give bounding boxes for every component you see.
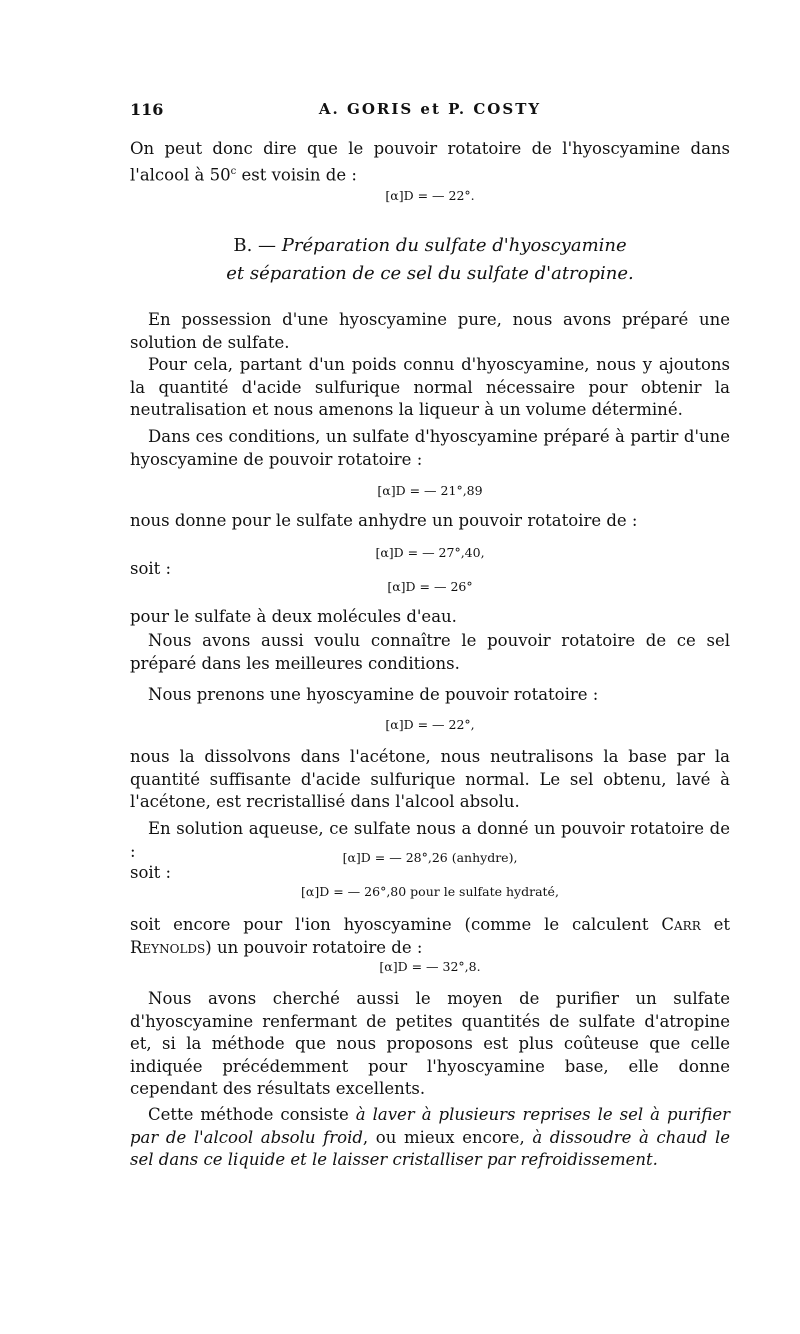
formula: [α]D = — 26°,80 pour le sulfate hydraté, [301, 884, 559, 899]
italic-text: à dissoudre à chaud le sel dans ce liquide et le laisser cristalliser par refroidissement. [130, 1127, 730, 1169]
paragraph: Pour cela, partant d'un poids connu d'hyoscyamine, nous y ajoutons la quantité d'acide sulfurique normal nécessaire pour obtenir la neutralisation et nous amenons la liqueur à un volume déterminé. [130, 355, 730, 419]
section-title-line: et séparation de ce sel du sulfate d'atropine. [226, 263, 634, 284]
paragraph: nous donne pour le sulfate anhydre un pouvoir rotatoire de : [130, 511, 638, 530]
paragraph: Nous avons aussi voulu connaître le pouvoir rotatoire de ce sel préparé dans les meilleures conditions. [130, 631, 730, 673]
paragraph [130, 914, 730, 959]
paragraph [130, 138, 730, 187]
formula: [α]D = — 21°,89 [377, 483, 483, 498]
paragraph-text: On peut donc dire que le pouvoir rotatoire de l'hyoscyamine dans l'alcool à 50 [130, 139, 730, 184]
paragraph: Dans ces conditions, un sulfate d'hyoscyamine préparé à partir d'une hyoscyamine de pouvoir rotatoire : [130, 427, 730, 469]
page-number: 116 [130, 100, 164, 119]
formula: [α]D = — 26° [387, 579, 473, 594]
section-heading [130, 232, 730, 260]
section-letter: B. — [233, 235, 277, 256]
formula: [α]D = — 22°. [385, 188, 475, 203]
paragraph-text: ) un pouvoir rotatoire de : [205, 937, 423, 957]
formula: [α]D = — 27°,40, [375, 545, 485, 560]
author-name: Carr [661, 915, 701, 934]
paragraph: pour le sulfate à deux molécules d'eau. [130, 607, 457, 626]
italic-text: à laver à plusieurs reprises le sel à purifier par de l'alcool absolu froid [130, 1105, 730, 1147]
paragraph-text: Cette méthode consiste [148, 1105, 356, 1124]
superscript: c [230, 165, 237, 177]
paragraph: En solution aqueuse, ce sulfate nous a donné un pouvoir rotatoire de : [130, 819, 730, 861]
paragraph: nous la dissolvons dans l'acétone, nous neutralisons la base par la quantité suffisante d'acide sulfurique normal. Le sel obtenu, lavé à l'acétone, est recristallisé dans l'alcool absolu. [130, 747, 730, 811]
formula: [α]D = — 32°,8. [379, 959, 481, 974]
soit-label: soit : [130, 559, 172, 578]
page-header [130, 100, 730, 124]
paragraph: En possession d'une hyoscyamine pure, nous avons préparé une solution de sulfate. [130, 310, 730, 352]
paragraph [130, 1104, 730, 1172]
paragraph-text: soit encore pour l'ion hyoscyamine (comme le calculent [130, 915, 662, 934]
paragraph: Nous prenons une hyoscyamine de pouvoir rotatoire : [148, 685, 599, 704]
soit-label: soit : [130, 863, 172, 882]
paragraph-text: et [700, 915, 731, 934]
author-name: Reynolds [130, 937, 206, 957]
formula: [α]D = — 28°,26 (anhydre), [342, 850, 518, 865]
formula: [α]D = — 22°, [385, 717, 475, 732]
paragraph: Nous avons cherché aussi le moyen de purifier un sulfate d'hyoscyamine renfermant de petites quantités de sulfate d'atropine et, si la méthode que nous proposons est plus coûteuse que celle indiquée précédemment pour l'hyoscyamine base, elle donne cependant des résultats excellents. [130, 989, 730, 1098]
running-title: A. GORIS et P. COSTY [318, 100, 542, 118]
section-title-line: Préparation du sulfate d'hyoscyamine [281, 235, 627, 256]
paragraph-text: est voisin de : [236, 165, 357, 184]
paragraph-text: , ou mieux encore, [362, 1127, 533, 1147]
